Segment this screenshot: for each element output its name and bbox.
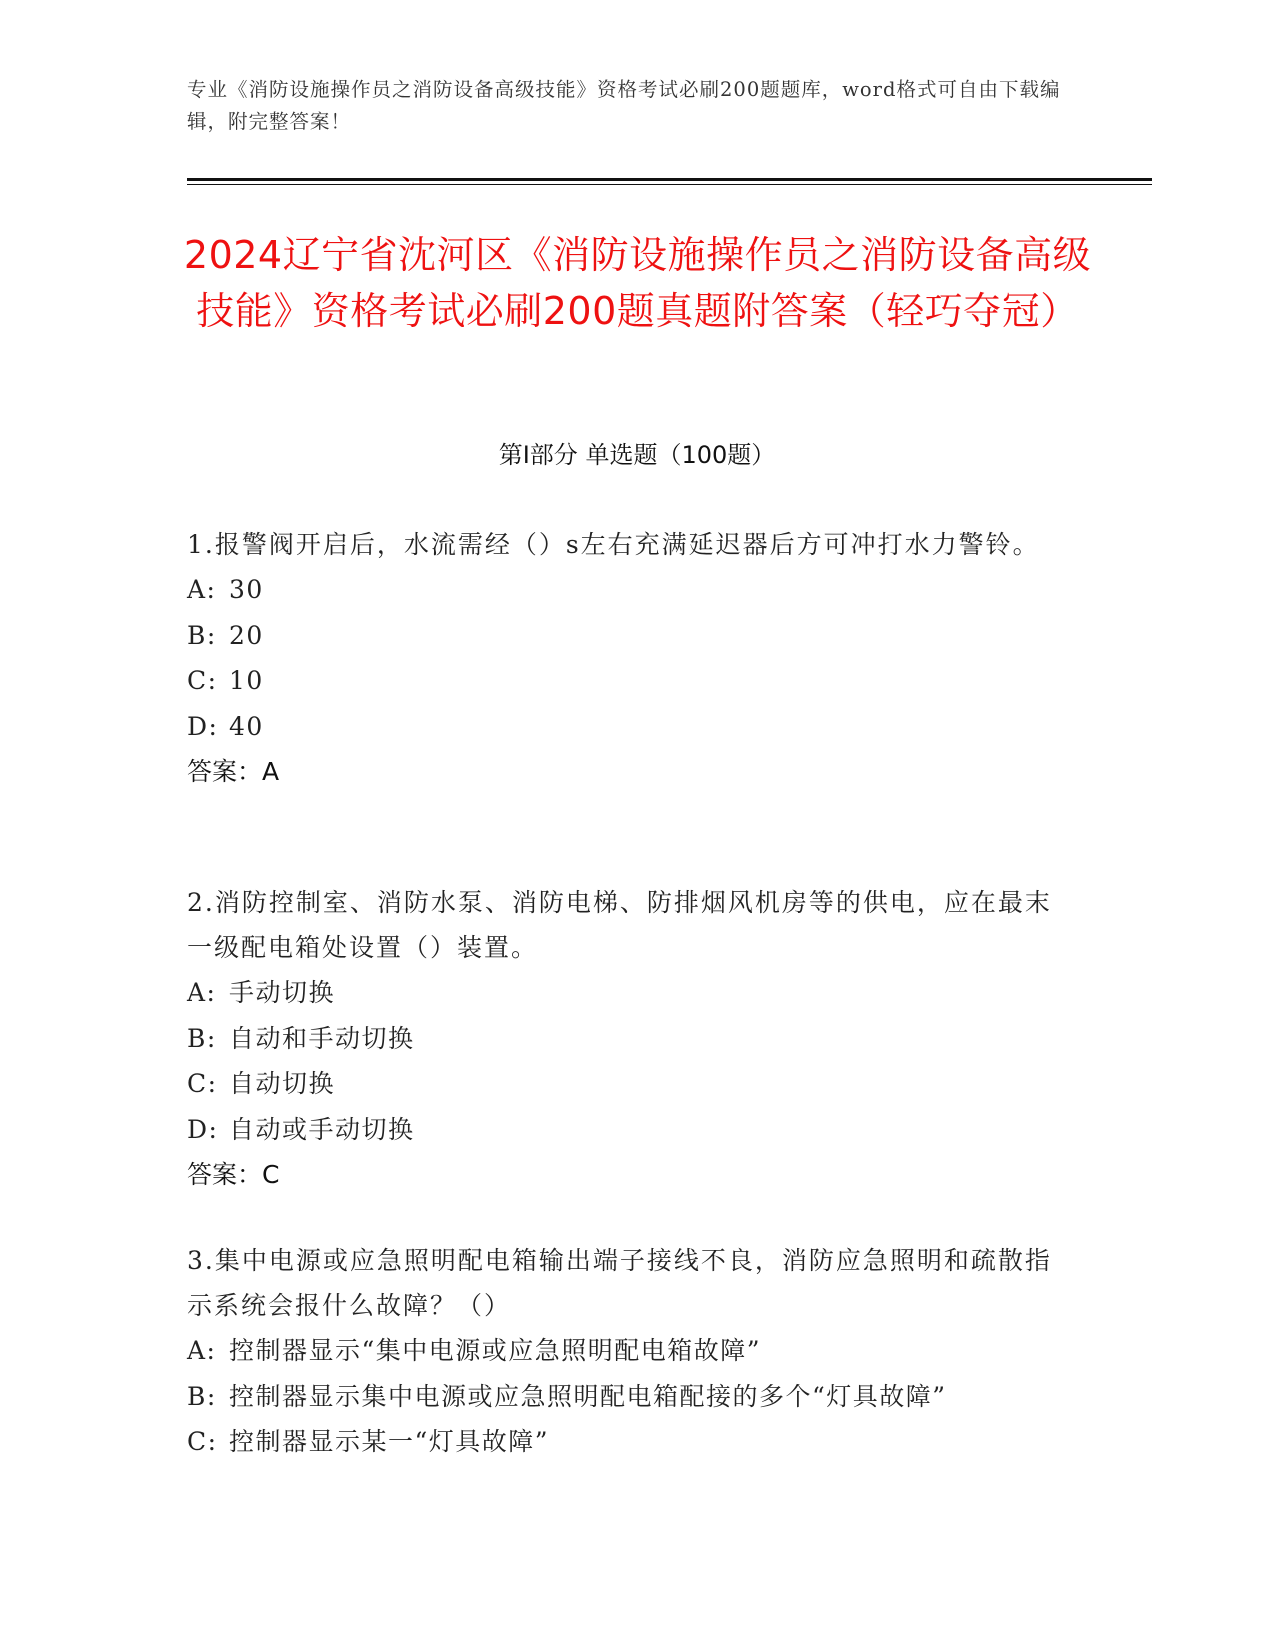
question-stem: 2.消防控制室、消防水泵、消防电梯、防排烟风机房等的供电，应在最末一级配电箱处设置（）装置。 [187, 888, 1052, 962]
option-text: 自动或手动切换 [229, 1114, 415, 1144]
option-d [187, 1107, 1077, 1153]
option-letter: B: [187, 620, 217, 650]
section-title: 第I部分 单选题（100题） [498, 441, 776, 469]
option-text: 30 [229, 575, 264, 604]
option-a [187, 1328, 1077, 1374]
question-stem: 1.报警阀开启后，水流需经（）s左右充满延迟器后方可冲打水力警铃。 [187, 530, 1040, 559]
option-letter: D: [187, 711, 219, 741]
option-letter: B: [187, 1381, 217, 1411]
option-text: 手动切换 [229, 978, 336, 1007]
option-c [187, 1419, 1077, 1465]
question-stem: 3.集中电源或应急照明配电箱输出端子接线不良，消防应急照明和疏散指示系统会报什么故障？（） [187, 1246, 1052, 1320]
question-1 [187, 522, 1077, 794]
document-title: 2024辽宁省沈河区《消防设施操作员之消防设备高级技能》资格考试必刷200题真题附答案（轻巧夺冠） [183, 233, 1092, 333]
option-text: 20 [229, 620, 264, 650]
header-rule-thin [187, 184, 1152, 185]
option-text: 自动切换 [229, 1069, 336, 1098]
header-note: 专业《消防设施操作员之消防设备高级技能》资格考试必刷200题题库，word格式可自由下载编辑，附完整答案！ [187, 78, 1061, 133]
option-text: 控制器显示“集中电源或应急照明配电箱故障” [229, 1336, 762, 1365]
answer-line: 答案：C [187, 1160, 280, 1189]
answer-line: 答案：A [187, 757, 280, 786]
question-2 [187, 880, 1077, 1197]
header-rule-thick [187, 178, 1152, 181]
option-text: 控制器显示集中电源或应急照明配电箱配接的多个“灯具故障” [229, 1381, 947, 1411]
option-text: 10 [229, 666, 264, 695]
option-letter: C: [187, 1427, 218, 1456]
option-letter: D: [187, 1114, 219, 1144]
option-letter: A: [187, 575, 217, 604]
option-a [187, 567, 1077, 613]
option-letter: C: [187, 666, 218, 695]
option-c [187, 658, 1077, 704]
option-text: 控制器显示某一“灯具故障” [229, 1427, 550, 1456]
option-c [187, 1061, 1077, 1107]
option-a [187, 970, 1077, 1016]
question-3 [187, 1238, 1077, 1465]
option-letter: B: [187, 1023, 217, 1053]
option-letter: C: [187, 1069, 218, 1098]
option-text: 自动和手动切换 [229, 1023, 415, 1053]
option-b [187, 613, 1077, 659]
option-b [187, 1374, 1077, 1420]
option-b [187, 1016, 1077, 1062]
option-letter: A: [187, 978, 217, 1007]
option-text: 40 [229, 711, 264, 741]
option-d [187, 704, 1077, 750]
option-letter: A: [187, 1336, 217, 1365]
